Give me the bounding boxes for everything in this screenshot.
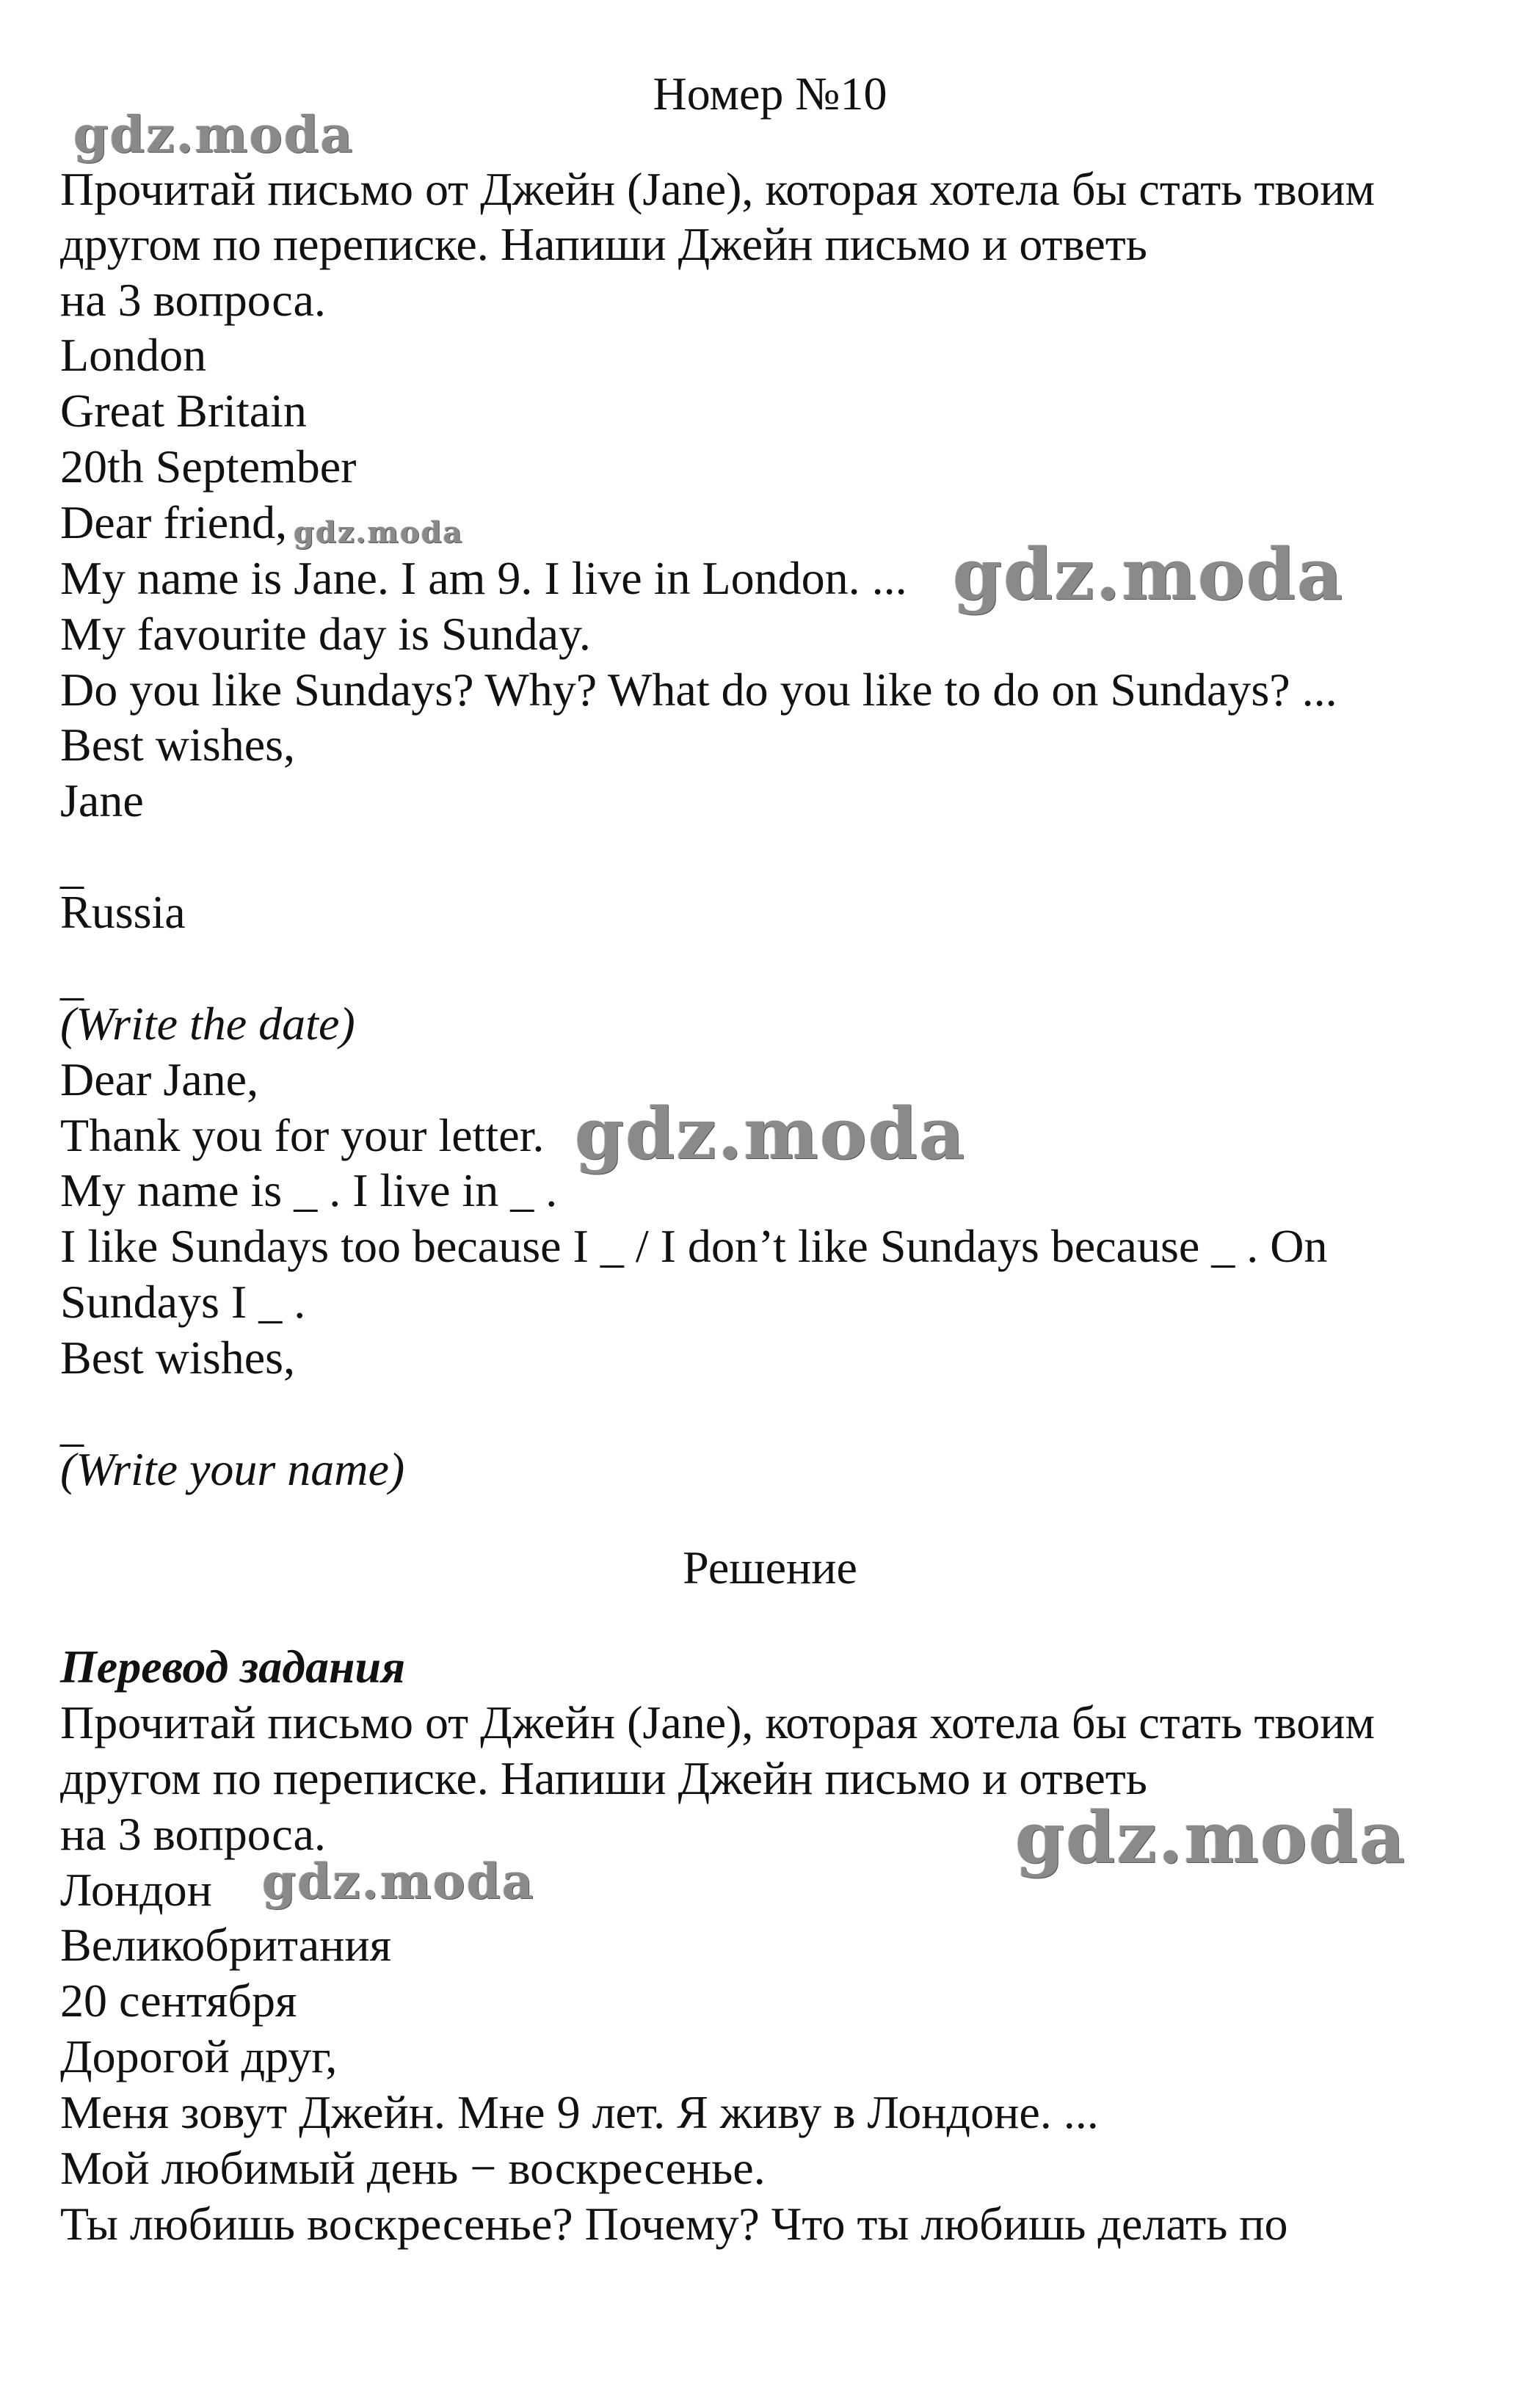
letter-city: London xyxy=(60,329,207,381)
translation-task-line-2: другом по переписке. Напиши Джейн письмо и ответь xyxy=(60,1752,1147,1804)
task-line-2: другом по переписке. Напиши Джейн письмо и ответь xyxy=(60,218,1147,270)
reply-sundays-line-1: I like Sundays too because I _ / I don’t like Sundays because _ . On xyxy=(60,1220,1328,1272)
reply-thanks: Thank you for your letter. xyxy=(60,1109,545,1161)
translation-body-line-2: Мой любимый день − воскресенье. xyxy=(60,2142,766,2194)
reply-name-line: My name is _ . I live in _ . xyxy=(60,1164,558,1216)
page-title: Номер №10 xyxy=(653,68,887,120)
translation-city: Лондон xyxy=(60,1864,212,1916)
watermark: gdz.moda xyxy=(1015,1796,1407,1879)
letter-date: 20th September xyxy=(60,440,357,493)
letter-greeting: Dear friend, xyxy=(60,496,288,548)
translation-body-line-3: Ты любишь воскресенье? Почему? Что ты любишь делать по xyxy=(60,2198,1288,2250)
watermark: gdz.moda xyxy=(294,515,464,550)
letter-body-line-2: My favourite day is Sunday. xyxy=(60,608,591,660)
task-line-1: Прочитай письмо от Джейн (Jane), которая хотела бы стать твоим xyxy=(60,163,1375,215)
translation-date: 20 сентября xyxy=(60,1975,297,2027)
letter-body-line-1: My name is Jane. I am 9. I live in London. ... xyxy=(60,552,907,604)
reply-blank-2: _ xyxy=(60,953,84,1005)
watermark: gdz.moda xyxy=(575,1092,967,1175)
task-line-3: на 3 вопроса. xyxy=(60,274,326,326)
letter-closing: Best wishes, xyxy=(60,719,295,771)
watermark: gdz.moda xyxy=(73,106,355,164)
reply-sundays-line-2: Sundays I _ . xyxy=(60,1276,306,1328)
reply-country: Russia xyxy=(60,886,186,938)
letter-country: Great Britain xyxy=(60,385,307,437)
translation-task-line-3: на 3 вопроса. xyxy=(60,1808,326,1860)
reply-greeting: Dear Jane, xyxy=(60,1053,259,1105)
watermark: gdz.moda xyxy=(953,533,1345,616)
letter-signature: Jane xyxy=(60,774,144,827)
solution-heading: Решение xyxy=(683,1541,857,1594)
translation-task-line-1: Прочитай письмо от Джейн (Jane), которая хотела бы стать твоим xyxy=(60,1696,1375,1748)
watermark: gdz.moda xyxy=(262,1853,535,1910)
letter-body-line-3: Do you like Sundays? Why? What do you like to do on Sundays? ... xyxy=(60,664,1337,716)
reply-closing: Best wishes, xyxy=(60,1332,295,1384)
translation-greeting: Дорогой друг, xyxy=(60,2030,338,2082)
reply-name-hint: (Write your name) xyxy=(60,1443,405,1495)
reply-blank-1: _ xyxy=(60,841,84,893)
reply-blank-3: _ xyxy=(60,1399,84,1451)
translation-body-line-1: Меня зовут Джейн. Мне 9 лет. Я живу в Лондоне. ... xyxy=(60,2086,1099,2138)
translation-heading: Перевод задания xyxy=(60,1641,406,1693)
translation-country: Великобритания xyxy=(60,1919,392,1971)
reply-date-hint: (Write the date) xyxy=(60,998,355,1050)
